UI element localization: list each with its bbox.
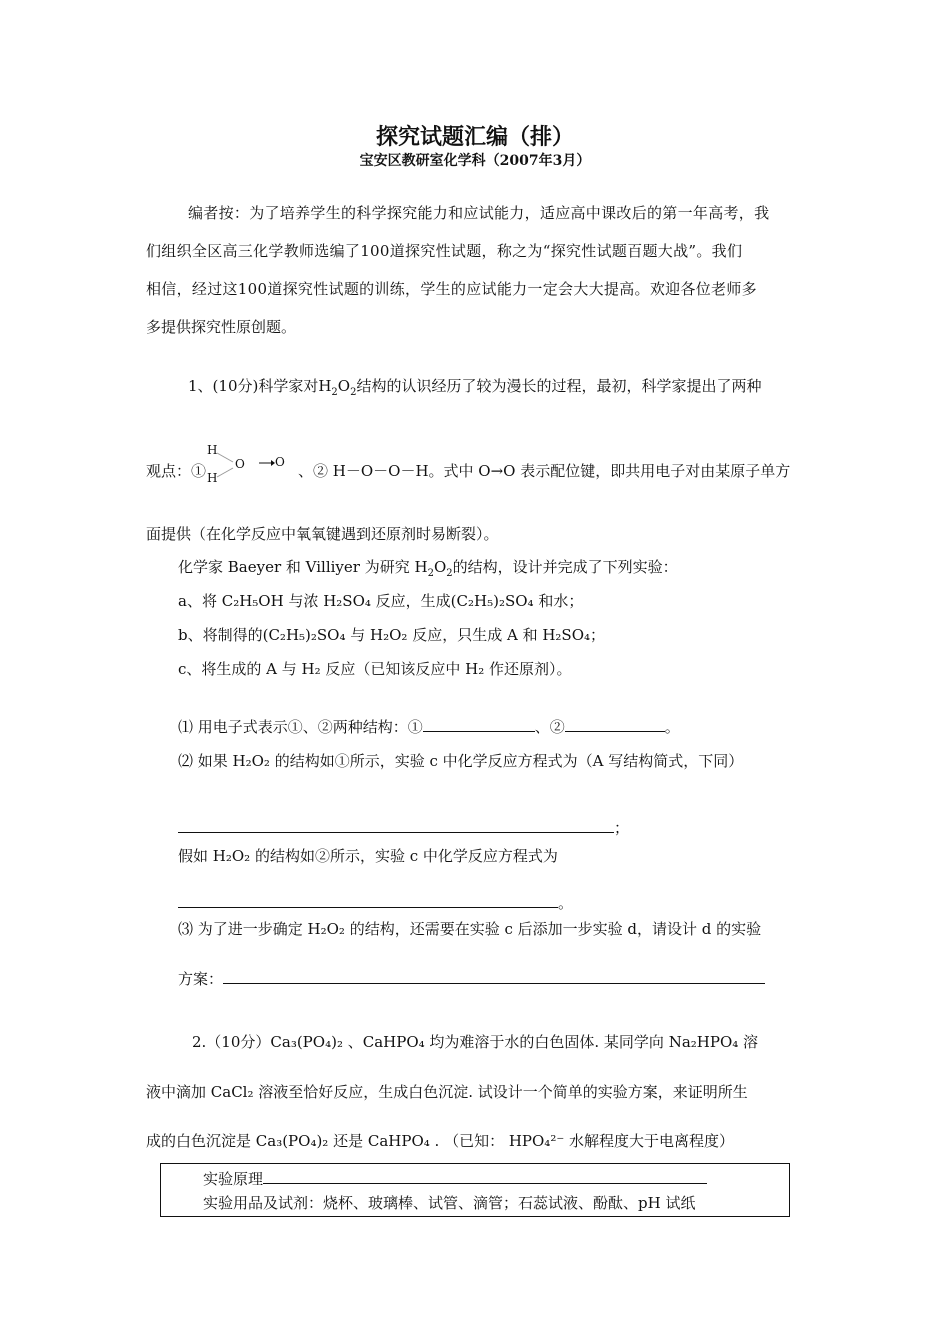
q1-part-3: ⑶ 为了进一步确定 H₂O₂ 的结构，还需要在实验 c 后添加一步实验 d，请设计 d 的实验	[178, 920, 762, 938]
struct-o-left: O	[235, 457, 245, 471]
q1-part-3-answer: 方案：	[178, 968, 765, 989]
struct-h-top: H	[207, 443, 218, 457]
preface-line-4: 多提供探究性原创题。	[146, 318, 297, 336]
q1-viewpoint-label: 观点：①	[146, 462, 207, 480]
principle-answer-blank[interactable]	[263, 1169, 707, 1184]
preface-line-3: 相信，经过这100道探究性试题的训练，学生的应试能力一定会大大提高。欢迎各位老师多	[146, 280, 757, 298]
preface-line-2: 们组织全区高三化学教师选编了100道探究性试题，称之为“探究性试题百题大战”。我们	[146, 242, 743, 260]
q1-exp-c: c、将生成的 A 与 H₂ 反应（已知该反应中 H₂ 作还原剂）。	[178, 660, 572, 678]
q1-line-3: 面提供（在化学反应中氧氧键遇到还原剂时易断裂）。	[146, 525, 499, 543]
q1-exp-a: a、将 C₂H₅OH 与浓 H₂SO₄ 反应，生成(C₂H₅)₂SO₄ 和水；	[178, 592, 584, 610]
struct-h-bottom: H	[207, 471, 218, 485]
answer-blank-3[interactable]	[178, 818, 614, 833]
preface-line-1: 编者按：为了培养学生的科学探究能力和应试能力，适应高中课改后的第一年高考，我	[188, 204, 770, 222]
q1-viewpoint-rest: 、② H－O－O－H。式中 O→O 表示配位键，即共用电子对由某原子单方	[298, 462, 791, 480]
struct-bond-lines	[205, 443, 297, 487]
q1-part-2b: 假如 H₂O₂ 的结构如②所示，实验 c 中化学反应方程式为	[178, 847, 558, 865]
q1-part-2-answer: ；	[178, 817, 629, 838]
page-subtitle: 宝安区教研室化学科（2007年3月）	[359, 153, 591, 169]
struct-o-right: O	[275, 455, 285, 469]
q1-line-1: 1、(10分)科学家对$H_2O_2$结构的认识经历了较为漫长的过程，最初，科学家提出了两种	[188, 377, 762, 398]
q1-exp-b: b、将制得的(C₂H₅)₂SO₄ 与 H₂O₂ 反应，只生成 A 和 H₂SO₄；	[178, 626, 606, 644]
q2-line-3: 成的白色沉淀是 Ca₃(PO₄)₂ 还是 CaHPO₄ . （已知： HPO₄²⁻ 水解程度大于电离程度）	[146, 1132, 735, 1150]
q1-part-1: ⑴ 用电子式表示①、②两种结构：① 、② 。	[178, 718, 680, 736]
q2-line-2: 液中滴加 CaCl₂ 溶液至恰好反应，生成白色沉淀. 试设计一个简单的实验方案，来证明所生	[146, 1083, 748, 1101]
box-principle: 实验原理	[203, 1168, 707, 1189]
answer-blank-4[interactable]	[178, 893, 558, 908]
h2o2-structure-one	[205, 443, 297, 487]
box-materials: 实验用品及试剂：烧杯、玻璃棒、试管、滴管；石蕊试液、酚酞、pH 试纸	[203, 1194, 696, 1212]
answer-blank-1[interactable]	[423, 717, 535, 732]
experiment-box	[160, 1163, 790, 1217]
answer-blank-2[interactable]	[565, 717, 665, 732]
q1-intro: 化学家 Baeyer 和 Villiyer 为研究 $H_2O_2$的结构，设计并完成了下列实验：	[178, 558, 678, 579]
answer-blank-5[interactable]	[223, 969, 765, 984]
q1-part-2b-answer: 。	[178, 892, 573, 913]
q2-line-1: 2.（10分）Ca₃(PO₄)₂ 、CaHPO₄ 均为难溶于水的白色固体. 某同学向 Na₂HPO₄ 溶	[192, 1033, 759, 1051]
page-title: 探究试题汇编（排）	[375, 124, 574, 150]
q1-part-2: ⑵ 如果 H₂O₂ 的结构如①所示，实验 c 中化学反应方程式为（A 写结构简式，下同）	[178, 752, 744, 770]
